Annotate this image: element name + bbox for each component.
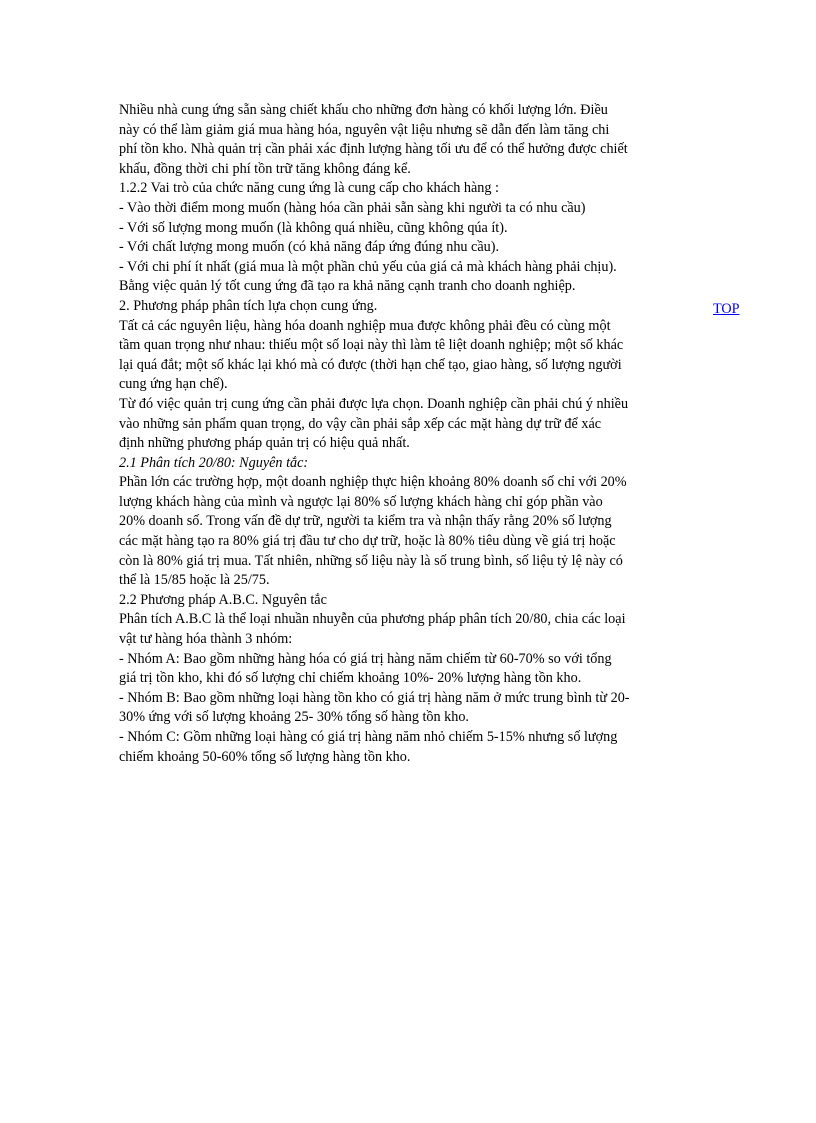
paragraph-line: còn là 80% giá trị mua. Tất nhiên, những số liệu này là số trung bình, số liệu tỷ lệ này có xyxy=(119,552,623,569)
paragraph-line: Phân tích A.B.C là thể loại nhuần nhuyễn của phương pháp phân tích 20/80, chia các loại xyxy=(119,611,626,628)
paragraph-line: các mặt hàng tạo ra 80% giá trị đầu tư cho dự trữ, hoặc là 80% tiêu dùng về giá trị hoặc xyxy=(119,533,616,550)
paragraph-line: vào những sản phẩm quan trọng, do vậy cần phải sắp xếp các mặt hàng dự trữ để xác xyxy=(119,415,602,432)
paragraph-line: 20% doanh số. Trong vấn đề dự trữ, người ta kiểm tra và nhận thấy rằng 20% số lượng xyxy=(119,513,612,530)
list-item: - Nhóm C: Gồm những loại hàng có giá trị hàng năm nhỏ chiếm 5-15% nhưng số lượng xyxy=(119,729,618,745)
section-heading-italic: 2.1 Phân tích 20/80: Nguyên tắc: xyxy=(119,454,309,471)
paragraph-line: cung ứng hạn chế). xyxy=(119,376,228,393)
list-item: chiếm khoảng 50-60% tổng số lượng hàng tồn kho. xyxy=(119,748,411,765)
list-item: - Nhóm A: Bao gồm những hàng hóa có giá trị hàng năm chiếm từ 60-70% so với tổng xyxy=(119,650,612,667)
list-item: 30% ứng với số lượng khoảng 25- 30% tổng số hàng tồn kho. xyxy=(119,709,469,726)
paragraph-line: Bằng việc quản lý tốt cung ứng đã tạo ra khả năng cạnh tranh cho doanh nghiệp. xyxy=(119,278,576,295)
list-item: giá trị tồn kho, khi đó số lượng chỉ chiếm khoảng 10%- 20% lượng hàng tồn kho. xyxy=(119,670,582,687)
paragraph-line: Nhiều nhà cung ứng sẵn sàng chiết khấu cho những đơn hàng có khối lượng lớn. Điều xyxy=(119,102,608,118)
paragraph-line: định những phương pháp quản trị có hiệu quả nhất. xyxy=(119,435,410,452)
list-item: - Nhóm B: Bao gồm những loại hàng tồn kho có giá trị hàng năm ở mức trung bình từ 20- xyxy=(119,689,630,706)
section-heading: 1.2.2 Vai trò của chức năng cung ứng là cung cấp cho khách hàng : xyxy=(119,180,499,197)
paragraph-line: tầm quan trọng như nhau: thiếu một số loại này thì làm tê liệt doanh nghiệp; một số khác xyxy=(119,337,624,354)
paragraph-line: Tất cả các nguyên liệu, hàng hóa doanh nghiệp mua được không phải đều có cùng một xyxy=(119,317,611,334)
paragraph-line: phí tồn kho. Nhà quản trị cần phải xác định lượng hàng tối ưu để có thể hưởng được chiết xyxy=(119,141,628,158)
paragraph-line: Từ đó việc quản trị cung ứng cần phải được lựa chọn. Doanh nghiệp cần phải chú ý nhiều xyxy=(119,395,629,412)
section-heading: 2. Phương pháp phân tích lựa chọn cung ứng. xyxy=(119,297,378,314)
paragraph-line: vật tư hàng hóa thành 3 nhóm: xyxy=(119,631,293,648)
section-heading: 2.2 Phương pháp A.B.C. Nguyên tắc xyxy=(119,591,327,608)
top-link[interactable]: TOP xyxy=(713,301,740,317)
list-item: - Với chi phí ít nhất (giá mua là một phần chủ yếu của giá cả mà khách hàng phải chịu). xyxy=(119,258,617,275)
list-item: - Vào thời điểm mong muốn (hàng hóa cần phải sẵn sàng khi người ta có nhu cầu) xyxy=(119,199,586,216)
paragraph-line: lượng khách hàng của mình và ngược lại 80% số lượng khách hàng chỉ góp phần vào xyxy=(119,493,603,510)
paragraph-line: khấu, đồng thời chi phí tồn trữ tăng không đáng kể. xyxy=(119,160,411,177)
list-item: - Với số lượng mong muốn (là không quá nhiều, cũng không qúa ít). xyxy=(119,219,508,236)
paragraph-line: thể là 15/85 hoặc là 25/75. xyxy=(119,572,270,589)
list-item: - Với chất lượng mong muốn (có khả năng đáp ứng đúng nhu cầu). xyxy=(119,239,500,256)
paragraph-line: Phần lớn các trường hợp, một doanh nghiệp thực hiện khoảng 80% doanh số chỉ với 20% xyxy=(119,474,627,491)
document-body xyxy=(119,101,699,767)
paragraph-line: lại quá đắt; một số khác lại khó mà có được (thời hạn chế tạo, giao hàng, số lượng người xyxy=(119,356,622,373)
paragraph-line: này có thể làm giảm giá mua hàng hóa, nguyên vật liệu nhưng sẽ dẫn đến làm tăng chi xyxy=(119,121,610,138)
